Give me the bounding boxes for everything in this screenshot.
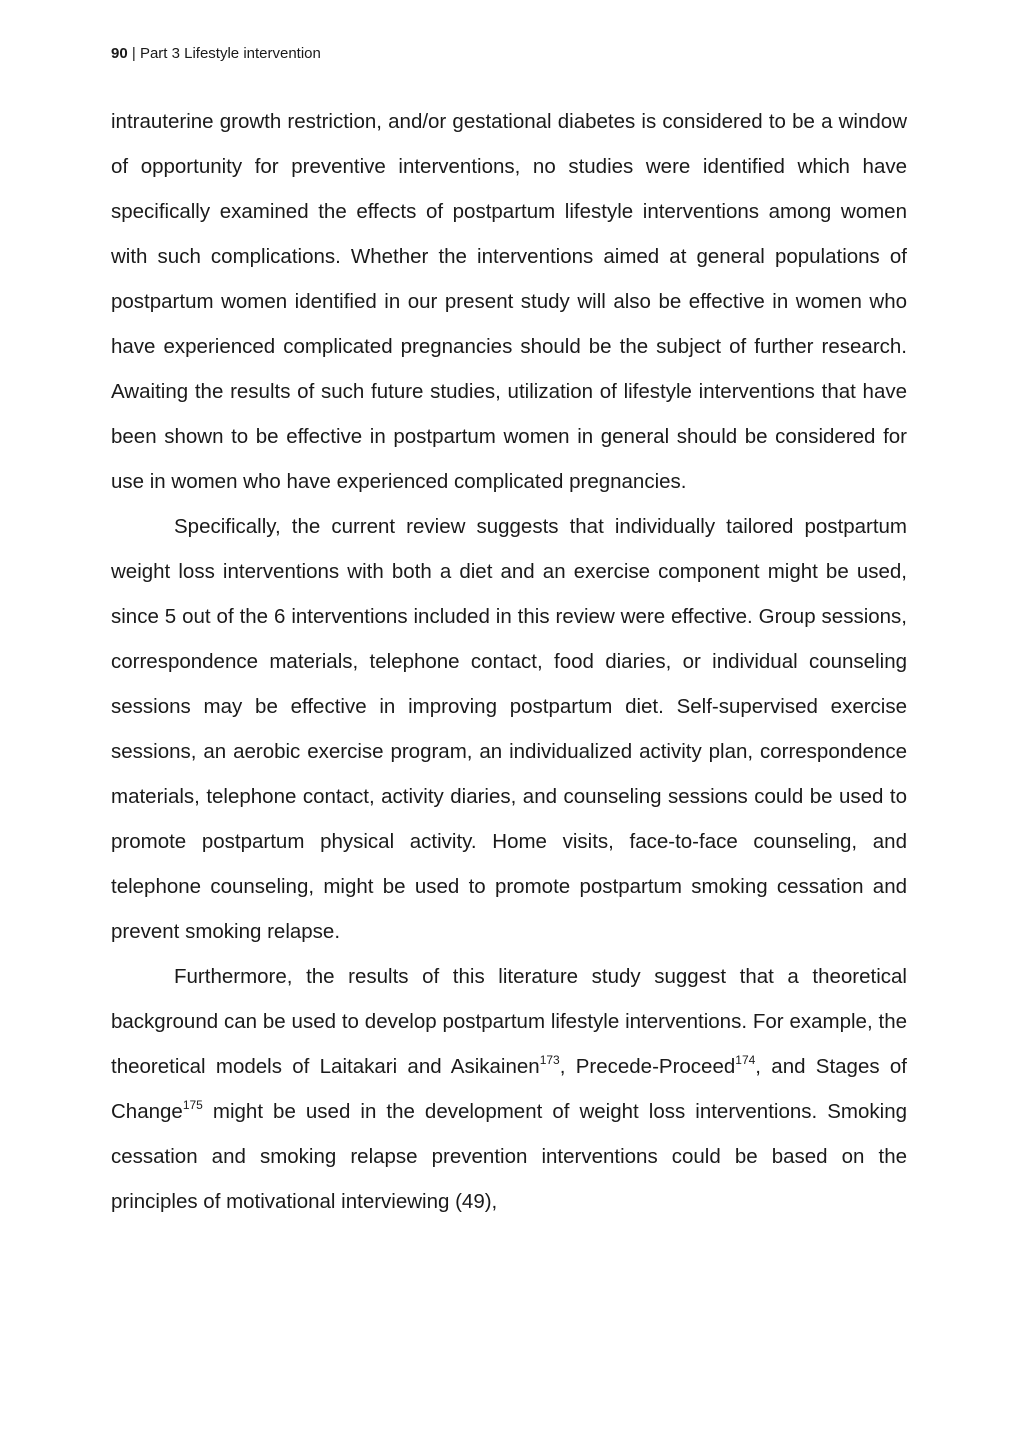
paragraph-3-text-3: , and Stages of Change bbox=[111, 1055, 908, 1123]
reference-175: 175 bbox=[182, 1098, 203, 1112]
header-separator: | bbox=[131, 45, 136, 62]
paragraph-3 bbox=[111, 954, 907, 1224]
paragraph-3-text-1: Furthermore, the results of this literature study suggest that a theoretical background can be used to develop postpartum lifestyle interventions. For example, the theoretical models of Laitakari and Asikainen bbox=[111, 965, 907, 1078]
paragraph-1: intrauterine growth restriction, and/or gestational diabetes is considered to be a window of opportunity for preventive interventions, no studies were identified which have specifically examined the effects of postpartum lifestyle interventions among women with such complications. Whether the interventions aimed at general populations of postpartum women identified in our present study will also be effective in women who have experienced complicated pregnancies should be the subject of further research. Awaiting the results of such future studies, utilization of lifestyle interventions that have been shown to be effective in postpartum women in general should be considered for use in women who have experienced complicated pregnancies. bbox=[111, 110, 907, 493]
reference-174: 174 bbox=[735, 1053, 756, 1067]
paragraph-3-text-2: , Precede-Proceed bbox=[559, 1055, 736, 1078]
section-title: Part 3 Lifestyle intervention bbox=[139, 45, 321, 62]
page-number: 90 bbox=[111, 45, 128, 62]
paragraph-2: Specifically, the current review suggests that individually tailored postpartum weight loss interventions with both a diet and an exercise component might be used, since 5 out of the 6 interventions included in this review were effective. Group sessions, correspondence materials, telephone contact, food diaries, or individual counseling sessions may be effective in improving postpartum diet. Self-supervised exercise sessions, an aerobic exercise program, an individualized activity plan, correspondence materials, telephone contact, activity diaries, and counseling sessions could be used to promote postpartum physical activity. Home visits, face-to-face counseling, and telephone counseling, might be used to promote postpartum smoking cessation and prevent smoking relapse. bbox=[111, 515, 907, 943]
paragraph-3-text-4: might be used in the development of weight loss interventions. Smoking cessation and smoking relapse prevention interventions could be based on the principles of motivational interviewing (49), bbox=[111, 1100, 907, 1213]
running-header bbox=[111, 44, 321, 64]
reference-173: 173 bbox=[539, 1053, 560, 1067]
body-text bbox=[111, 99, 907, 1224]
